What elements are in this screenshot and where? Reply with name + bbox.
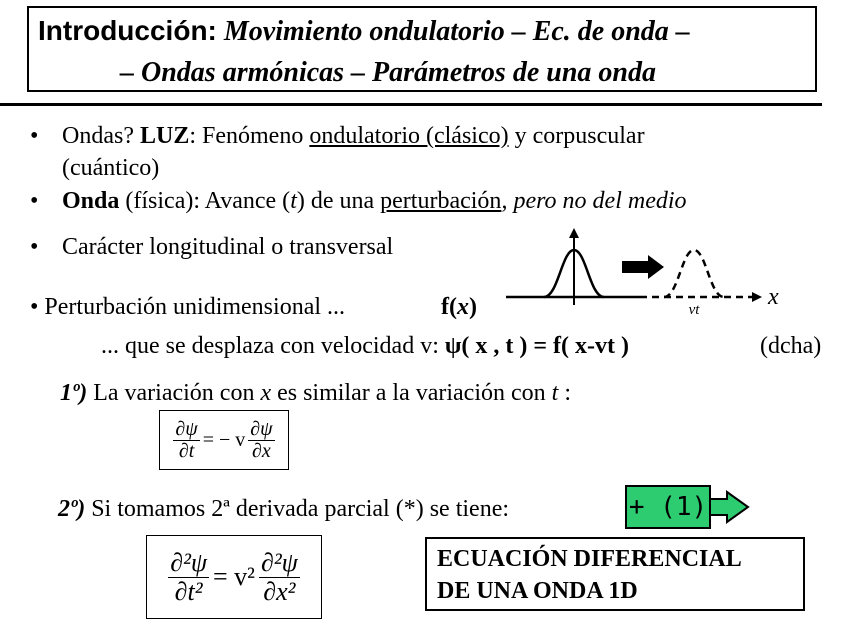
- fraction-left: $\frac{\partial\psi}{\partial t}$: [175, 417, 198, 462]
- vt-label: vt: [688, 302, 700, 318]
- equation-mid: = v²: [213, 562, 255, 591]
- step-2-num: 2º): [58, 496, 86, 522]
- right-arrow-icon: [622, 255, 664, 279]
- f-label: f(: [441, 294, 457, 320]
- step-1-num: 1º): [60, 380, 88, 406]
- plus-one-button[interactable]: + (1): [625, 485, 711, 529]
- ecuacion-line-2: DE UNA ONDA 1D: [437, 578, 638, 604]
- pulse-displaced: [664, 250, 724, 297]
- b2-italic: pero no del medio: [513, 188, 687, 214]
- fraction-left: $\frac{\text{∂²ψ}}{\text{∂t²}}$: [170, 548, 208, 606]
- ecuacion-line-1: ECUACIÓN DIFERENCIAL: [437, 546, 742, 572]
- title-line-1: [38, 14, 690, 49]
- equation-mid: = − v: [202, 428, 246, 451]
- f-close: ): [468, 294, 477, 320]
- title-divider: [0, 103, 822, 106]
- x-axis-arrow-icon: [752, 292, 762, 302]
- x-axis-label: x: [768, 284, 779, 310]
- velocity-line: [101, 331, 629, 361]
- step-1-t: t: [551, 380, 559, 406]
- f-x: [441, 292, 477, 322]
- bullet-dot: •: [30, 123, 39, 149]
- bullet-onda: [62, 186, 687, 216]
- dcha-label: (dcha): [760, 333, 822, 359]
- f-x-var: x: [456, 294, 469, 320]
- pulse-diagram: [500, 225, 800, 320]
- bullet-dot: •: [30, 234, 39, 260]
- b1-underline: ondulatorio (clásico): [309, 123, 509, 149]
- title-lead: Introducción:: [38, 15, 217, 46]
- step-1: [60, 378, 571, 408]
- b2-b: ) de una: [296, 188, 381, 214]
- y-axis-arrow-icon: [569, 228, 579, 238]
- bullet-luz: [62, 121, 645, 151]
- b1-post: y corpuscular: [508, 123, 645, 149]
- title-line-2: – Ondas armónicas – Parámetros de una onda: [120, 57, 656, 88]
- equation-first-order: [159, 410, 289, 470]
- b1-bold: LUZ: [139, 123, 190, 149]
- b1-pre: Ondas?: [62, 123, 140, 149]
- b2-a: (física): Avance (: [119, 188, 291, 214]
- velocity-text: ... que se desplaza con velocidad v:: [101, 333, 445, 359]
- step-1-x: x: [260, 380, 272, 406]
- step-1-a: La variación con: [87, 380, 261, 406]
- b2-t: t: [290, 188, 297, 214]
- wave-equation-box: [146, 535, 322, 619]
- fraction-right: $\frac{\text{∂²ψ}}{\text{∂x²}}$: [260, 548, 298, 606]
- b2-bold: Onda: [62, 188, 120, 214]
- b2-c: ,: [501, 188, 514, 214]
- bullet-perturbacion: • Perturbación unidimensional ...: [30, 294, 346, 320]
- bullet-caracter: Carácter longitudinal o transversal: [62, 234, 394, 260]
- next-arrow-icon[interactable]: [709, 490, 751, 524]
- fraction-right: $\frac{\partial\psi}{\partial x}$: [250, 417, 273, 462]
- step-2-text: Si tomamos 2ª derivada parcial (*) se tiene:: [85, 496, 510, 522]
- b1-mid: : Fenómeno: [189, 123, 310, 149]
- wave-equation: ψ( x , t ) = f( x-vt ): [444, 333, 629, 359]
- bullet-luz-line2: (cuántico): [62, 155, 160, 181]
- step-2: [58, 494, 509, 524]
- bullet-dot: •: [30, 188, 39, 214]
- b2-underline: perturbación: [380, 188, 502, 214]
- title-line-1-text: Movimiento ondulatorio – Ec. de onda –: [223, 16, 690, 47]
- ecuacion-diferencial-box: [425, 537, 805, 611]
- step-1-b: es similar a la variación con: [271, 380, 552, 406]
- step-1-c: :: [558, 380, 571, 406]
